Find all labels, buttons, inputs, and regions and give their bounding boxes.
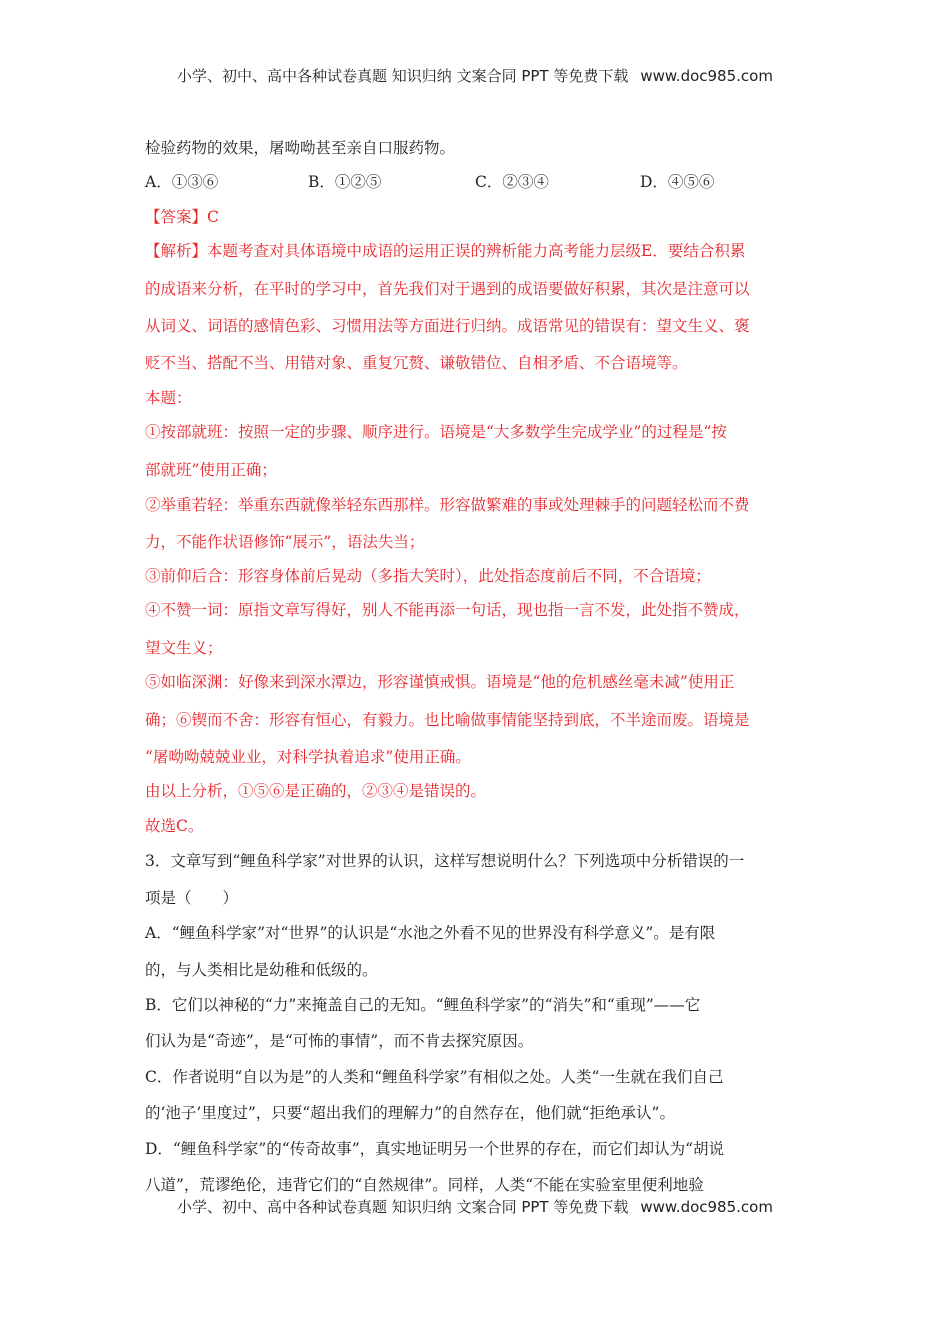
footer-url: www.doc985.com [640, 1198, 773, 1216]
question-3-line: C．作者说明“自以为是”的人类和“鲤鱼科学家”有相似之处。人类“一生就在我们自己 [145, 1068, 724, 1086]
question-3-line: 们认为是“奇迹”，是“可怖的事情”，而不肯去探究原因。 [145, 1032, 534, 1050]
page-header [0, 66, 950, 86]
analysis-line: 由以上分析，①⑤⑥是正确的，②③④是错误的。 [145, 782, 487, 800]
analysis-line: 【解析】本题考查对具体语境中成语的运用正误的辨析能力高考能力层级E．要结合积累 [145, 242, 746, 260]
question-3-line: 八道”，荒谬绝伦，违背它们的“自然规律”。同样，人类“不能在实验室里便利地验 [145, 1176, 704, 1194]
analysis-line: 部就班”使用正确； [145, 461, 277, 479]
question-tail: 检验药物的效果，屠呦呦甚至亲自口服药物。 [145, 139, 456, 157]
analysis-line: 力，不能作状语修饰“展示”，语法失当； [145, 533, 425, 551]
analysis-line: 故选C。 [145, 817, 204, 835]
question-3-line: 的‘池子’里度过”，只要“超出我们的理解力”的自然存在，他们就“拒绝承认”。 [145, 1104, 675, 1122]
question-3-line: 项是（ ） [145, 889, 239, 907]
question-3-line: 的，与人类相比是幼稚和低级的。 [145, 961, 378, 979]
analysis-line: 本题： [145, 389, 192, 407]
analysis-line: ⑤如临深渊：好像来到深水潭边，形容谨慎戒惧。语境是“他的危机感丝毫未减”使用正 [145, 673, 735, 691]
page-footer [0, 1197, 950, 1217]
analysis-line: ④不赞一词：原指文章写得好，别人不能再添一句话，现也指一言不发，此处指不赞成， [145, 601, 750, 619]
analysis-line: 望文生义； [145, 639, 223, 657]
analysis-line: 贬不当、搭配不当、用错对象、重复冗赘、谦敬错位、自相矛盾、不合语境等。 [145, 354, 688, 372]
analysis-line: ②举重若轻：举重东西就像举轻东西那样。形容做繁难的事或处理棘手的问题轻松而不费 [145, 496, 750, 514]
question-3-line: B．它们以神秘的“力”来掩盖自己的无知。“鲤鱼科学家”的“消失”和“重现”——它 [145, 996, 701, 1014]
answer: 【答案】C [145, 208, 219, 226]
analysis-line: “屠呦呦兢兢业业，对科学执着追求”使用正确。 [145, 748, 471, 766]
header-text: 小学、初中、高中各种试卷真题 知识归纳 文案合同 PPT 等免费下载 [177, 67, 629, 85]
analysis-line: 从词义、词语的感情色彩、习惯用法等方面进行归纳。成语常见的错误有：望文生义、褒 [145, 317, 750, 335]
option-a: A．①③⑥ [145, 173, 219, 191]
question-3-line: D．“鲤鱼科学家”的“传奇故事”，真实地证明另一个世界的存在，而它们却认为“胡说 [145, 1140, 725, 1158]
question-3-line: A．“鲤鱼科学家”对“世界”的认识是“水池之外看不见的世界没有科学意义”。是有限 [145, 924, 716, 942]
analysis-line: 的成语来分析，在平时的学习中，首先我们对于遇到的成语要做好积累，其次是注意可以 [145, 280, 750, 298]
analysis-line: 确；⑥锲而不舍：形容有恒心，有毅力。也比喻做事情能坚持到底，不半途而废。语境是 [145, 711, 750, 729]
option-b: B．①②⑤ [308, 173, 382, 191]
analysis-line: ①按部就班：按照一定的步骤、顺序进行。语境是“大多数学生完成学业”的过程是“按 [145, 423, 727, 441]
footer-text: 小学、初中、高中各种试卷真题 知识归纳 文案合同 PPT 等免费下载 [177, 1198, 629, 1216]
header-url: www.doc985.com [640, 67, 773, 85]
analysis-line: ③前仰后合：形容身体前后晃动（多指大笑时），此处指态度前后不同，不合语境； [145, 567, 711, 585]
question-3-line: 3．文章写到“鲤鱼科学家”对世界的认识，这样写想说明什么？下列选项中分析错误的一 [145, 852, 745, 870]
option-c: C．②③④ [475, 173, 549, 191]
option-d: D．④⑤⑥ [640, 173, 715, 191]
